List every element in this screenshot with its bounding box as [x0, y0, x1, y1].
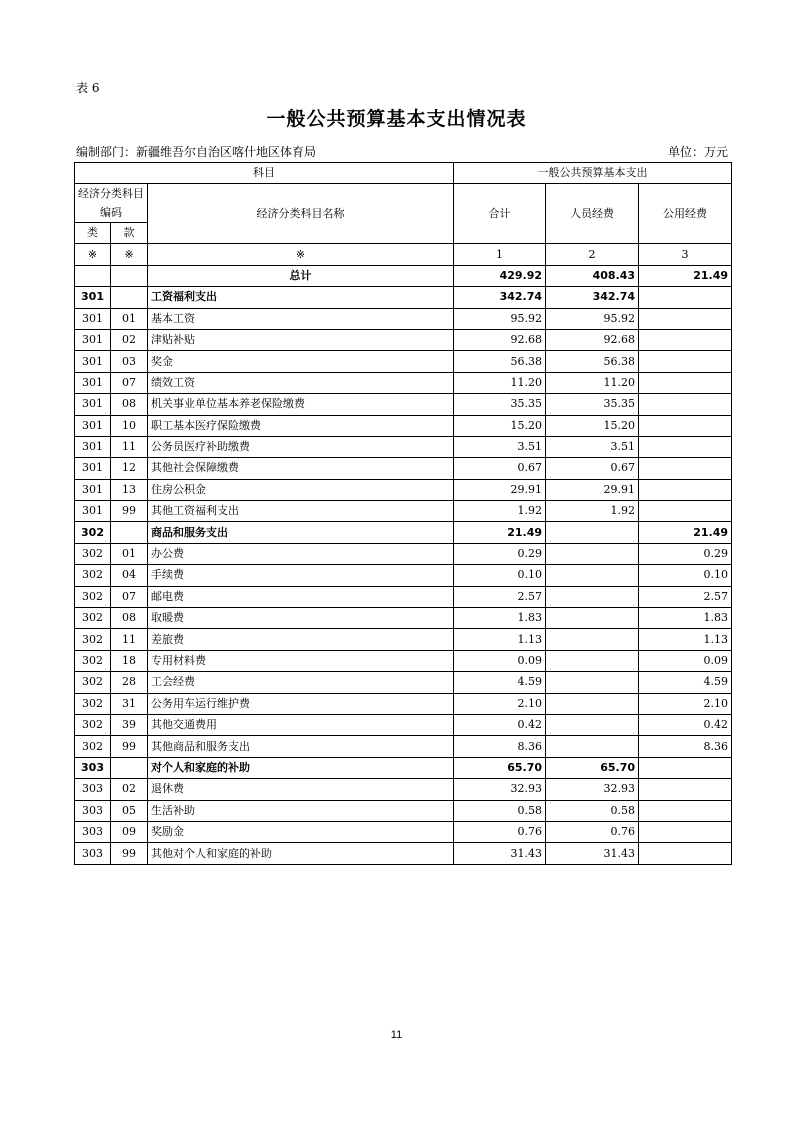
row-name: 其他交通费用 [148, 714, 454, 735]
meta-line [76, 143, 728, 160]
row-lei: 302 [75, 672, 111, 693]
row-personnel [546, 586, 639, 607]
row-total: 15.20 [454, 415, 546, 436]
row-public [639, 329, 732, 350]
row-lei: 301 [75, 372, 111, 393]
row-total: 35.35 [454, 394, 546, 415]
row-lei: 302 [75, 543, 111, 564]
row-total: 0.10 [454, 565, 546, 586]
row-total: 0.42 [454, 714, 546, 735]
header-code-group: 经济分类科目编码 [75, 184, 148, 223]
row-lei: 301 [75, 501, 111, 522]
table-row [75, 736, 732, 757]
grand-total-public: 21.49 [639, 265, 732, 286]
row-lei: 301 [75, 394, 111, 415]
grand-total-amount: 429.92 [454, 265, 546, 286]
table-row [75, 394, 732, 415]
table-row [75, 308, 732, 329]
column-index-1: 1 [454, 244, 546, 265]
row-name: 专用材料费 [148, 650, 454, 671]
row-lei: 302 [75, 693, 111, 714]
row-total: 1.13 [454, 629, 546, 650]
row-personnel [546, 714, 639, 735]
row-name: 奖励金 [148, 821, 454, 842]
row-kuan: 09 [111, 821, 148, 842]
row-public [639, 757, 732, 778]
row-kuan: 12 [111, 458, 148, 479]
table-row [75, 415, 732, 436]
row-lei: 302 [75, 629, 111, 650]
table-row [75, 543, 732, 564]
row-name: 基本工资 [148, 308, 454, 329]
row-name: 公务用车运行维护费 [148, 693, 454, 714]
row-name: 邮电费 [148, 586, 454, 607]
row-public [639, 372, 732, 393]
table-row [75, 565, 732, 586]
row-name: 对个人和家庭的补助 [148, 757, 454, 778]
row-personnel: 95.92 [546, 308, 639, 329]
row-lei: 302 [75, 608, 111, 629]
row-public: 0.29 [639, 543, 732, 564]
unit-label: 单位：万元 [667, 145, 728, 159]
row-name: 其他工资福利支出 [148, 501, 454, 522]
row-name: 差旅费 [148, 629, 454, 650]
row-name: 其他商品和服务支出 [148, 736, 454, 757]
row-name: 机关事业单位基本养老保险缴费 [148, 394, 454, 415]
row-personnel [546, 629, 639, 650]
table-row [75, 843, 732, 864]
table-row [75, 714, 732, 735]
grand-total-row [75, 265, 732, 286]
table-row [75, 329, 732, 350]
table-row [75, 458, 732, 479]
row-personnel: 0.58 [546, 800, 639, 821]
page-number: 11 [390, 1029, 403, 1041]
row-name: 工会经费 [148, 672, 454, 693]
row-lei: 301 [75, 436, 111, 457]
grand-total-personnel: 408.43 [546, 265, 639, 286]
grand-total-label: 总计 [148, 265, 454, 286]
column-index-3: 3 [639, 244, 732, 265]
row-personnel: 29.91 [546, 479, 639, 500]
row-public [639, 415, 732, 436]
budget-table [74, 162, 732, 865]
department-label: 编制部门：新疆维吾尔自治区喀什地区体育局 [76, 145, 317, 159]
row-personnel: 32.93 [546, 779, 639, 800]
table-row [75, 436, 732, 457]
row-public: 1.83 [639, 608, 732, 629]
row-personnel: 56.38 [546, 351, 639, 372]
row-kuan: 10 [111, 415, 148, 436]
row-total: 0.67 [454, 458, 546, 479]
row-public: 4.59 [639, 672, 732, 693]
row-total: 31.43 [454, 843, 546, 864]
row-lei: 303 [75, 757, 111, 778]
row-lei: 301 [75, 351, 111, 372]
row-total: 32.93 [454, 779, 546, 800]
row-total: 342.74 [454, 287, 546, 308]
row-name: 公务员医疗补助缴费 [148, 436, 454, 457]
row-total: 3.51 [454, 436, 546, 457]
row-personnel: 35.35 [546, 394, 639, 415]
row-lei: 301 [75, 458, 111, 479]
header-kuan: 款 [111, 223, 148, 244]
row-public: 2.10 [639, 693, 732, 714]
row-public: 0.10 [639, 565, 732, 586]
row-total: 92.68 [454, 329, 546, 350]
row-name: 生活补助 [148, 800, 454, 821]
row-personnel: 15.20 [546, 415, 639, 436]
header-personnel: 人员经费 [546, 184, 639, 244]
row-name: 其他对个人和家庭的补助 [148, 843, 454, 864]
row-name: 退休费 [148, 779, 454, 800]
header-subject: 科目 [75, 163, 454, 184]
row-public [639, 436, 732, 457]
page-title: 一般公共预算基本支出情况表 [266, 108, 527, 130]
column-index-2: 2 [546, 244, 639, 265]
row-personnel [546, 608, 639, 629]
row-name: 奖金 [148, 351, 454, 372]
row-total: 21.49 [454, 522, 546, 543]
row-public [639, 287, 732, 308]
row-kuan: 99 [111, 501, 148, 522]
row-total: 95.92 [454, 308, 546, 329]
row-public: 1.13 [639, 629, 732, 650]
row-kuan: 05 [111, 800, 148, 821]
row-kuan: 01 [111, 308, 148, 329]
row-lei: 301 [75, 329, 111, 350]
row-kuan: 08 [111, 608, 148, 629]
header-lei: 类 [75, 223, 111, 244]
row-lei: 301 [75, 308, 111, 329]
row-personnel: 342.74 [546, 287, 639, 308]
table-row [75, 800, 732, 821]
row-personnel [546, 672, 639, 693]
table-row [75, 608, 732, 629]
row-kuan: 99 [111, 736, 148, 757]
row-public [639, 479, 732, 500]
table-row [75, 522, 732, 543]
row-total: 56.38 [454, 351, 546, 372]
header-total: 合计 [454, 184, 546, 244]
row-public: 0.42 [639, 714, 732, 735]
row-name: 办公费 [148, 543, 454, 564]
row-kuan: 03 [111, 351, 148, 372]
table-row [75, 650, 732, 671]
row-public [639, 458, 732, 479]
row-public [639, 800, 732, 821]
row-public [639, 843, 732, 864]
row-name: 手续费 [148, 565, 454, 586]
row-kuan: 13 [111, 479, 148, 500]
row-public: 21.49 [639, 522, 732, 543]
row-public: 0.09 [639, 650, 732, 671]
row-personnel [546, 650, 639, 671]
table-row [75, 287, 732, 308]
row-public: 2.57 [639, 586, 732, 607]
header-budget-group: 一般公共预算基本支出 [454, 163, 732, 184]
row-personnel [546, 522, 639, 543]
table-row [75, 372, 732, 393]
row-personnel: 92.68 [546, 329, 639, 350]
row-total: 29.91 [454, 479, 546, 500]
row-name: 绩效工资 [148, 372, 454, 393]
row-kuan: 04 [111, 565, 148, 586]
row-kuan: 08 [111, 394, 148, 415]
mark-cell: ※ [111, 244, 148, 265]
table-row [75, 629, 732, 650]
row-total: 8.36 [454, 736, 546, 757]
table-row [75, 757, 732, 778]
table-row [75, 479, 732, 500]
row-kuan: 11 [111, 436, 148, 457]
row-name: 商品和服务支出 [148, 522, 454, 543]
table-row [75, 779, 732, 800]
row-total: 65.70 [454, 757, 546, 778]
row-lei: 302 [75, 522, 111, 543]
row-public [639, 779, 732, 800]
row-name: 工资福利支出 [148, 287, 454, 308]
row-kuan: 18 [111, 650, 148, 671]
row-personnel: 1.92 [546, 501, 639, 522]
row-lei: 303 [75, 800, 111, 821]
row-kuan: 01 [111, 543, 148, 564]
row-total: 11.20 [454, 372, 546, 393]
row-lei: 302 [75, 650, 111, 671]
row-lei: 301 [75, 415, 111, 436]
table-row [75, 501, 732, 522]
row-kuan [111, 522, 148, 543]
row-personnel [546, 736, 639, 757]
row-personnel: 0.76 [546, 821, 639, 842]
mark-cell: ※ [75, 244, 111, 265]
row-name: 津贴补贴 [148, 329, 454, 350]
row-total: 0.58 [454, 800, 546, 821]
row-kuan: 02 [111, 329, 148, 350]
row-public [639, 394, 732, 415]
row-kuan: 02 [111, 779, 148, 800]
row-lei: 302 [75, 736, 111, 757]
mark-cell: ※ [148, 244, 454, 265]
row-kuan: 07 [111, 372, 148, 393]
row-kuan: 31 [111, 693, 148, 714]
row-personnel: 0.67 [546, 458, 639, 479]
row-public [639, 308, 732, 329]
table-row [75, 351, 732, 372]
table-row [75, 693, 732, 714]
row-name: 职工基本医疗保险缴费 [148, 415, 454, 436]
row-personnel: 65.70 [546, 757, 639, 778]
row-total: 0.76 [454, 821, 546, 842]
row-total: 1.92 [454, 501, 546, 522]
row-kuan [111, 287, 148, 308]
row-name: 住房公积金 [148, 479, 454, 500]
row-kuan: 39 [111, 714, 148, 735]
table-row [75, 821, 732, 842]
row-lei: 301 [75, 479, 111, 500]
row-personnel [546, 543, 639, 564]
row-kuan [111, 757, 148, 778]
table-row [75, 586, 732, 607]
row-lei: 302 [75, 565, 111, 586]
row-kuan: 07 [111, 586, 148, 607]
row-total: 0.09 [454, 650, 546, 671]
row-public: 8.36 [639, 736, 732, 757]
header-name: 经济分类科目名称 [148, 184, 454, 244]
row-public [639, 501, 732, 522]
row-public [639, 351, 732, 372]
table-row [75, 672, 732, 693]
row-personnel: 3.51 [546, 436, 639, 457]
row-lei: 301 [75, 287, 111, 308]
row-total: 4.59 [454, 672, 546, 693]
row-kuan: 11 [111, 629, 148, 650]
row-lei: 303 [75, 779, 111, 800]
row-total: 1.83 [454, 608, 546, 629]
row-total: 2.10 [454, 693, 546, 714]
row-public [639, 821, 732, 842]
row-lei: 302 [75, 714, 111, 735]
row-kuan: 28 [111, 672, 148, 693]
row-personnel [546, 693, 639, 714]
row-lei: 303 [75, 843, 111, 864]
row-personnel [546, 565, 639, 586]
row-name: 取暖费 [148, 608, 454, 629]
row-name: 其他社会保障缴费 [148, 458, 454, 479]
table-number: 表 6 [76, 81, 100, 95]
header-public: 公用经费 [639, 184, 732, 244]
row-total: 0.29 [454, 543, 546, 564]
row-personnel: 31.43 [546, 843, 639, 864]
row-personnel: 11.20 [546, 372, 639, 393]
row-lei: 303 [75, 821, 111, 842]
row-lei: 302 [75, 586, 111, 607]
row-kuan: 99 [111, 843, 148, 864]
row-total: 2.57 [454, 586, 546, 607]
